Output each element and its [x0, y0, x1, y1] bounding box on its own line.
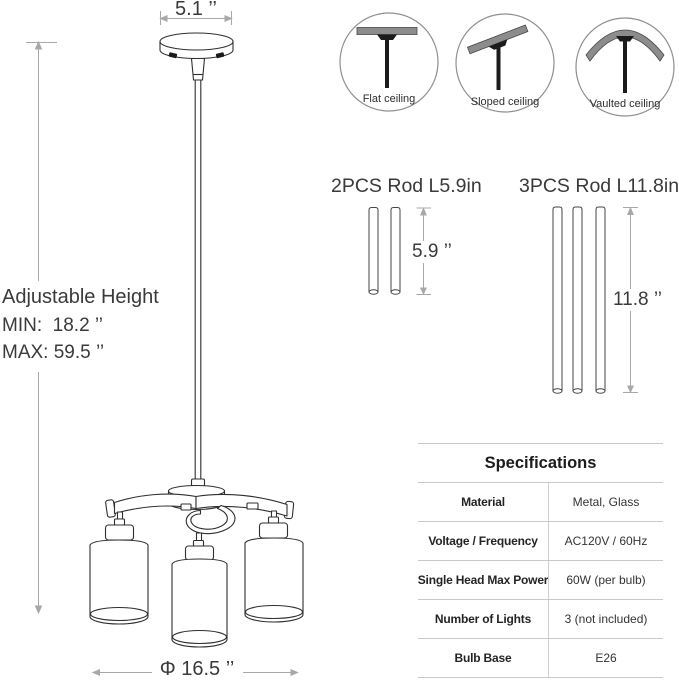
- spec-value: 60W (per bulb): [548, 561, 663, 599]
- left-light-drawing: [90, 512, 148, 624]
- rod-set-3pcs: [553, 207, 605, 393]
- rod2-title: 2PCS Rod L5.9in: [331, 175, 482, 197]
- flat-ceiling-label: Flat ceiling: [362, 93, 416, 105]
- right-light-drawing: [245, 511, 303, 622]
- max-height-label: MAX: 59.5 ’’: [2, 342, 105, 363]
- adjustable-height-title: Adjustable Height: [2, 286, 159, 308]
- canopy-connector: [192, 59, 205, 81]
- spec-label: Voltage / Frequency: [428, 534, 538, 548]
- table-row: [418, 483, 663, 522]
- right-shade: [245, 538, 303, 622]
- center-light-drawing: [172, 533, 227, 647]
- rod3-length-label: 11.8 ’’: [610, 289, 665, 311]
- rod3-title: 3PCS Rod L11.8in: [519, 175, 679, 197]
- table-row: [418, 522, 663, 561]
- rod-set-2pcs: [369, 208, 400, 295]
- spec-value: E26: [548, 639, 663, 677]
- left-socket: [106, 525, 134, 540]
- spec-value: 3 (not included): [548, 600, 663, 638]
- spec-label: Bulb Base: [454, 651, 512, 665]
- spec-label: Single Head Max Power: [417, 573, 549, 587]
- specifications-title: Specifications: [418, 444, 663, 483]
- canopy-drawing: [160, 33, 233, 80]
- canopy-width-label: 5.1 ’’: [175, 0, 217, 20]
- spec-value: AC120V / 60Hz: [548, 522, 663, 560]
- right-socket: [260, 523, 288, 538]
- table-row: [418, 561, 663, 600]
- right-arm-drawing: [196, 494, 294, 518]
- diameter-label: Φ 16.5 ’’: [159, 658, 235, 680]
- center-socket: [186, 546, 214, 560]
- rod2-length-label: 5.9 ’’: [409, 241, 455, 263]
- table-row: [418, 600, 663, 639]
- vaulted-ceiling-label: Vaulted ceiling: [589, 98, 661, 110]
- specifications-table: [418, 443, 663, 678]
- center-shade: [172, 559, 227, 647]
- left-shade: [90, 540, 148, 624]
- min-height-label: MIN: 18.2 ’’: [2, 315, 104, 336]
- spec-label: Material: [461, 495, 505, 509]
- table-row: [418, 639, 663, 678]
- spec-value: Metal, Glass: [548, 483, 663, 521]
- down-rod-drawing: [192, 80, 205, 486]
- pendant-fixture-drawing: [90, 33, 303, 647]
- spec-label: Number of Lights: [434, 612, 532, 626]
- sloped-ceiling-label: Sloped ceiling: [470, 96, 540, 108]
